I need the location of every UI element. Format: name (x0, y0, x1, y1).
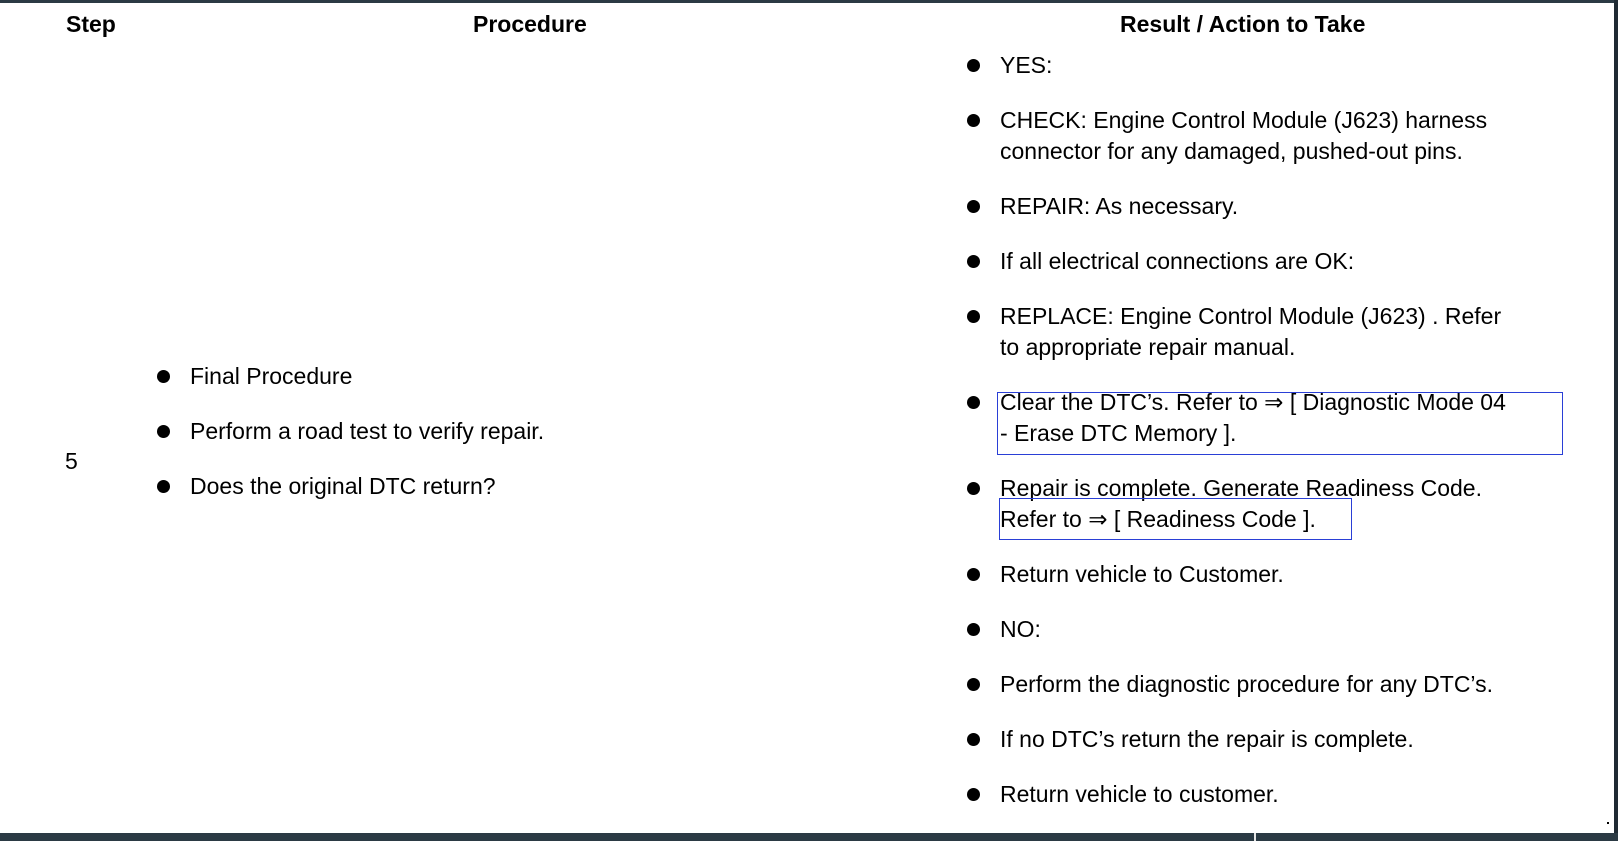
result-item-text-cont: connector for any damaged, pushed-out pins. (1000, 138, 1463, 164)
procedure-list (190, 361, 544, 526)
result-item (1000, 669, 1506, 700)
diagnostic-mode-link-box[interactable] (997, 392, 1563, 455)
bullet-icon (967, 788, 980, 801)
result-item (1000, 50, 1506, 81)
bullet-icon (967, 255, 980, 268)
corner-dot (1607, 822, 1609, 824)
header-result: Result / Action to Take (1120, 11, 1366, 37)
bottom-border (0, 833, 1618, 841)
result-item (1000, 724, 1506, 755)
right-border (1614, 0, 1618, 841)
result-item-text: If no DTC’s return the repair is complete. (1000, 726, 1414, 752)
procedure-item-text: Final Procedure (190, 363, 353, 389)
bullet-icon (967, 59, 980, 72)
procedure-item (190, 361, 544, 392)
procedure-item-text: Perform a road test to verify repair. (190, 418, 545, 444)
result-item-text: YES: (1000, 52, 1053, 78)
result-item-text: REPAIR: As necessary. (1000, 193, 1239, 219)
bullet-icon (967, 310, 980, 323)
result-item-text: Perform the diagnostic procedure for any DTC’s. (1000, 671, 1494, 697)
diagnostic-mode-link-text-cont[interactable]: - Erase DTC Memory ]. (1000, 420, 1237, 446)
result-item-text: REPLACE: Engine Control Module (J623) . Refer (1000, 303, 1502, 329)
bullet-icon (967, 623, 980, 636)
result-item (1000, 779, 1506, 810)
top-border (0, 0, 1618, 3)
bullet-icon (157, 480, 170, 493)
readiness-code-link-text[interactable]: Refer to ⇒ [ Readiness Code ]. (1000, 506, 1316, 532)
procedure-item (190, 471, 544, 502)
bullet-icon (967, 396, 980, 409)
readiness-code-link-box[interactable] (999, 498, 1352, 540)
result-item (1000, 191, 1506, 222)
header-procedure: Procedure (473, 11, 587, 37)
bullet-icon (967, 114, 980, 127)
bullet-icon (157, 425, 170, 438)
bullet-icon (967, 568, 980, 581)
procedure-item-text: Does the original DTC return? (190, 473, 496, 499)
result-item (1000, 301, 1506, 363)
result-item (1000, 246, 1506, 277)
bullet-icon (967, 733, 980, 746)
result-item-text: NO: (1000, 616, 1041, 642)
bullet-icon (157, 370, 170, 383)
result-item (1000, 105, 1506, 167)
result-item-text: Return vehicle to customer. (1000, 781, 1279, 807)
result-item-text: If all electrical connections are OK: (1000, 248, 1355, 274)
result-item-text: CHECK: Engine Control Module (J623) harness (1000, 107, 1488, 133)
bottom-column-tick (1254, 833, 1256, 841)
header-step: Step (66, 11, 116, 37)
result-item-text: Return vehicle to Customer. (1000, 561, 1284, 587)
result-item (1000, 614, 1506, 645)
result-item (1000, 559, 1506, 590)
diagnostic-mode-link-text[interactable]: Clear the DTC’s. Refer to ⇒ [ Diagnostic Mode 04 (1000, 389, 1506, 415)
bullet-icon (967, 200, 980, 213)
bullet-icon (967, 482, 980, 495)
bullet-icon (967, 678, 980, 691)
result-item-text: Repair is complete. Generate Readiness Code. (1000, 475, 1482, 501)
step-number: 5 (65, 448, 78, 474)
procedure-item (190, 416, 544, 447)
result-item-text-cont: to appropriate repair manual. (1000, 334, 1296, 360)
